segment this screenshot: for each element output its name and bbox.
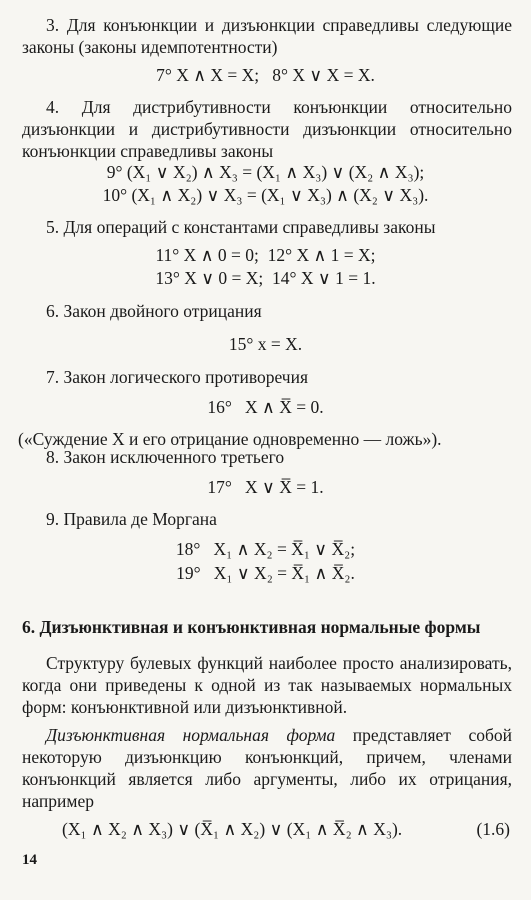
law-3-text: 3. Для конъюнкции и дизъюнкции справедливы следующие законы (законы идемпотентности) (22, 15, 512, 57)
law-4-text: 4. Для дистрибутивности конъюнкции относительно дизъюнкции и дистрибутивности дизъюнкции относительно конъюнкции справедливы законы (22, 97, 512, 161)
formula-18: 18° X₁ ∧ X₂ = X̅₁ ∨ X̅₂; (175, 539, 356, 559)
law-7-quote: («Суждение X и его отрицание одновременно — ложь»). (18, 429, 442, 449)
formula-17: 17° X ∨ X̅ = 1. (207, 477, 324, 497)
formula-10: 10° (X₁ ∧ X₂) ∨ X₃ = (X₁ ∨ X₃) ∧ (X₂ ∨ X₃). (102, 185, 429, 205)
law-6-text: 6. Закон двойного отрицания (46, 301, 262, 321)
formula-11-12: 11° X ∧ 0 = 0; 12° X ∧ 1 = X; (155, 245, 376, 265)
law-5-text: 5. Для операций с константами справедливы законы (46, 217, 436, 237)
formula-13-14: 13° X ∨ 0 = X; 14° X ∨ 1 = 1. (155, 268, 376, 288)
section-heading: 6. Дизъюнктивная и конъюнктивная нормальные формы (22, 617, 481, 637)
page-number: 14 (22, 852, 37, 868)
dnf-term: Дизъюнктивная нормальная форма (46, 725, 336, 745)
law-7-text: 7. Закон логического противоречия (46, 367, 309, 387)
law-8-text: 8. Закон исключенного третьего (46, 447, 285, 467)
paragraph-dnf-definition (22, 724, 512, 812)
formula-15: 15° x = X. (228, 334, 303, 354)
formula-16: 16° X ∧ X̅ = 0. (207, 397, 324, 417)
formula-19: 19° X₁ ∨ X₂ = X̅₁ ∧ X̅₂. (176, 563, 355, 583)
law-9-text: 9. Правила де Моргана (46, 509, 217, 529)
formula-9: 9° (X₁ ∨ X₂) ∧ X₃ = (X₁ ∧ X₃) ∨ (X₂ ∧ X₃); (106, 162, 425, 182)
formula-1-6: (X₁ ∧ X₂ ∧ X₃) ∨ (X̅₁ ∧ X₂) ∨ (X₁ ∧ X̅₂ ∧ X₃). (62, 819, 403, 839)
formula-7-8: 7° X ∧ X = X; 8° X ∨ X = X. (156, 65, 375, 85)
paragraph-normal-forms: Структуру булевых функций наиболее просто анализировать, когда они приведены к одной из так называемых нормальных форм: конъюнктивной или дизъюнктивной. (22, 653, 512, 717)
equation-number: (1.6) (476, 819, 510, 839)
dnf-definition-rest: представляет собой некоторую дизъюнкцию конъюнкций, причем, членами конъюнкций является либо аргументы, либо их отрицания, например (22, 725, 512, 811)
